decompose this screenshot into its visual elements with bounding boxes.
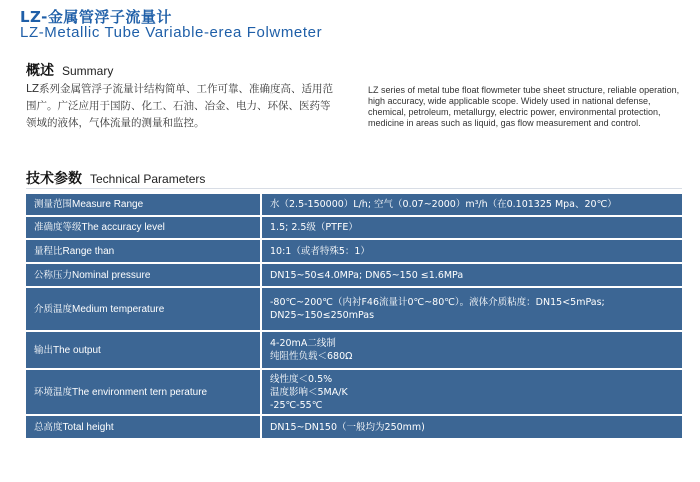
param-label xyxy=(26,194,262,217)
param-value-line: DN15~50≤4.0MPa; DN65~150 ≤1.6MPa xyxy=(270,269,464,281)
param-value-line: 4-20mA二线制 xyxy=(270,338,336,349)
technical-heading xyxy=(26,168,205,188)
param-value xyxy=(262,332,682,370)
param-label-en: The accuracy level xyxy=(81,222,165,233)
param-value-line: 1.5; 2.5级（PTFE） xyxy=(270,222,358,233)
summary-heading xyxy=(26,60,113,80)
table-row xyxy=(26,240,682,264)
param-value-line: 温度影响＜5MA/K xyxy=(270,386,348,398)
param-label-en: Medium temperature xyxy=(72,303,165,315)
table-row xyxy=(26,416,682,440)
param-value-line: 10:1（或者特殊5：1） xyxy=(270,245,370,257)
technical-parameters-table xyxy=(26,194,682,440)
table-row xyxy=(26,370,682,416)
param-value xyxy=(262,240,682,264)
param-value xyxy=(262,370,682,416)
product-title-en: LZ-Metallic Tube Variable-erea Folwmeter xyxy=(20,24,323,41)
param-label-cn: 总高度 xyxy=(34,421,63,433)
summary-text-cn: LZ系列金属管浮子流量计结构简单、工作可靠、准确度高、适用范围广。广泛应用于国防、化工、石油、冶金、电力、环保、医药等领域的液体，气体流量的测量和监控。 xyxy=(26,83,334,129)
param-label-en: Measure Range xyxy=(72,199,144,210)
param-label-cn: 介质温度 xyxy=(34,303,73,315)
param-value-line: 纯阻性负载＜680Ω xyxy=(270,351,353,362)
table-row xyxy=(26,288,682,332)
param-label xyxy=(26,288,262,332)
summary-heading-cn: 概述 xyxy=(26,63,54,79)
table-row xyxy=(26,264,682,288)
param-value xyxy=(262,217,682,240)
technical-heading-cn: 技术参数 xyxy=(26,171,82,187)
param-label-en: Total height xyxy=(62,421,114,433)
param-label xyxy=(26,264,262,288)
param-label xyxy=(26,217,262,240)
param-label-cn: 公称压力 xyxy=(34,269,73,281)
summary-text-en: LZ series of metal tube float flowmeter tube sheet structure, reliable operation, high accuracy, wide applicable scope. Widely used in national defense, chemical, petroleum, metallurgy, electric power, environmental protection, medicine in areas such as liquid, gas flow measurement and control. xyxy=(368,85,680,128)
param-value-line: 线性度＜0.5% xyxy=(270,373,333,385)
param-value-line: DN15~DN150（一般均为250mm) xyxy=(270,421,425,433)
param-label xyxy=(26,240,262,264)
param-value-line: -80℃~200℃（内衬F46流量计0℃~80℃）。液体介质粘度：DN15<5mPas; xyxy=(270,297,605,308)
param-value xyxy=(262,416,682,440)
param-label-cn: 环境温度 xyxy=(34,386,73,398)
param-label-cn: 输出 xyxy=(34,344,54,356)
param-label-en: The output xyxy=(53,344,101,356)
param-label-cn: 准确度等级 xyxy=(34,222,82,233)
param-label xyxy=(26,370,262,416)
param-label-en: Range than xyxy=(62,245,115,257)
param-label xyxy=(26,332,262,370)
param-value xyxy=(262,288,682,332)
param-value-line: 水（2.5-150000）L/h; 空气（0.07~2000）m³/h（在0.101325 Mpa、20℃） xyxy=(270,199,617,210)
table-row xyxy=(26,332,682,370)
table-row xyxy=(26,194,682,217)
param-value xyxy=(262,194,682,217)
summary-heading-en: Summary xyxy=(62,64,114,78)
section-divider xyxy=(26,188,682,189)
param-label-en: The environment tern perature xyxy=(72,386,208,398)
table-row xyxy=(26,217,682,240)
param-label-cn: 量程比 xyxy=(34,245,63,257)
param-label xyxy=(26,416,262,440)
param-label-en: Nominal pressure xyxy=(72,269,151,281)
param-label-cn: 测量范围 xyxy=(34,199,73,210)
technical-heading-en: Technical Parameters xyxy=(90,172,206,186)
product-title-cn: LZ-金属管浮子流量计 xyxy=(20,8,172,26)
param-value-line: DN25~150≤250mPas xyxy=(270,310,375,321)
param-value xyxy=(262,264,682,288)
param-value-line: -25℃-55℃ xyxy=(270,399,323,411)
